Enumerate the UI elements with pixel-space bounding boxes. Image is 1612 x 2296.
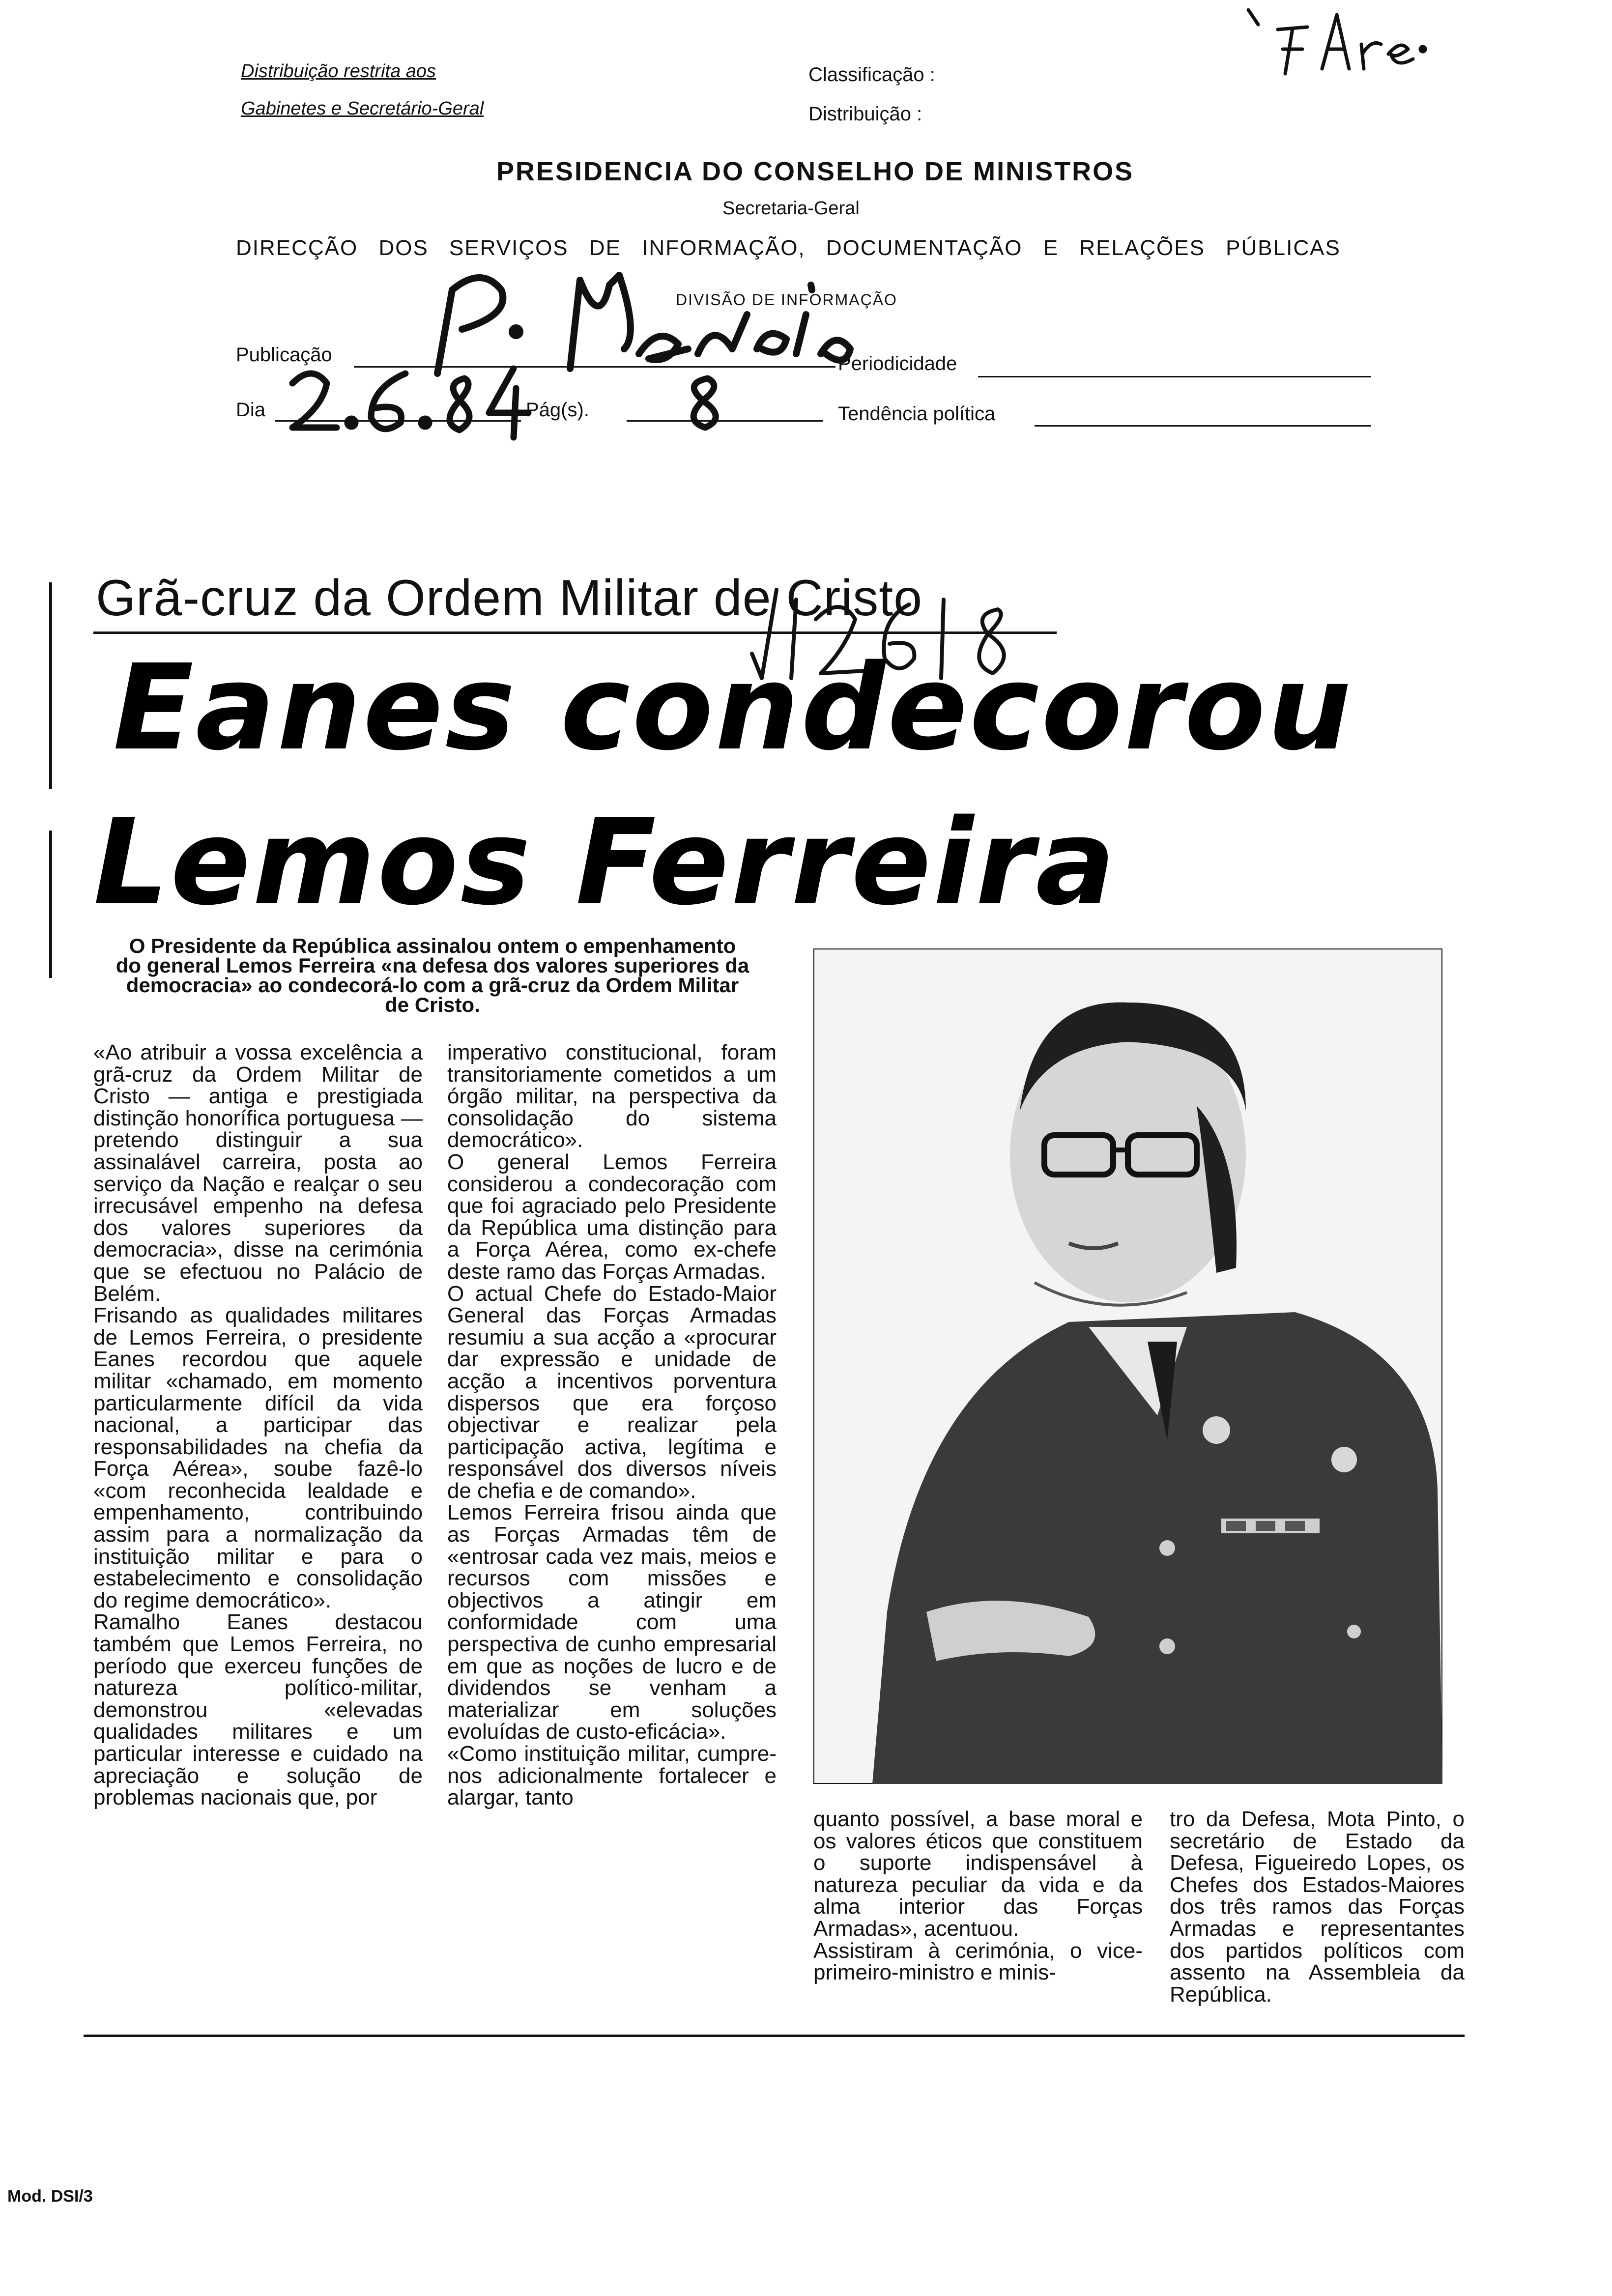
article-column-4: tro da Defesa, Mota Pinto, o secretário de Estado da Defesa, Figueiredo Lopes, os Chefes dos Estados-Maiores dos três ramos das Forças Armadas e representantes dos partidos políticos com assento na Assembleia da República. <box>1170 1807 1465 2007</box>
distribution-note-line1: Distribuição restrita aos <box>241 61 436 82</box>
distribution-note-line2: Gabinetes e Secretário-Geral <box>241 98 484 119</box>
tendencia-line <box>1035 425 1371 427</box>
distribuicao-label: Distribuição : <box>808 103 922 125</box>
headline-line-2: Lemos Ferreira <box>93 794 1118 931</box>
photo-general-lemos-ferreira <box>813 948 1442 1784</box>
tendencia-label: Tendência política <box>838 403 996 425</box>
periodicidade-label: Periodicidade <box>838 353 957 374</box>
article-bottom-rule <box>84 2035 1465 2037</box>
article-column-1: «Ao atribuir a vossa excelência a grã-cruz da Ordem Militar de Cristo — antiga e prestigiada distinção honorífica portuguesa — pretendo distinguir a sua assinalável carreira, posta ao serviço da Nação e realçar o seu irrecusável empenho na defesa dos valores superiores da democracia», disse na cerimónia que se efectuou no Palácio de Belém. Frisando as qualidades militares de Lemos Ferreira, o presidente Eanes recordou que aquele militar «chamado, em momento particularmente difícil da vida nacional, a participar das responsabilidades na chefia da Força Aérea», soube fazê-lo «com reconhecida lealdade e empenhamento, contribuindo assim para a normalização da instituição militar e para o estabelecimento e consolidação do regime democrático». Ramalho Eanes destacou também que Lemos Ferreira, no período que exerceu funções de natureza político-militar, demonstrou «elevadas qualidades militares e um particular interesse e cuidado na apreciação e solução de problemas nacionais que, por <box>93 1040 423 1810</box>
left-margin-bar <box>49 582 52 789</box>
article-kicker: Grã-cruz da Ordem Militar de Cristo <box>96 570 923 627</box>
divisao-label: DIVISÃO DE INFORMAÇÃO <box>676 291 897 309</box>
secretaria-label: Secretaria-Geral <box>722 198 860 219</box>
handwritten-corner-note <box>1238 0 1435 84</box>
publicacao-label: Publicação <box>236 344 332 366</box>
kicker-rule <box>93 631 1057 634</box>
article-column-3: quanto possível, a base moral e os valores éticos que constituem o suporte indispensável à natureza peculiar da vida e da alma interior das Forças Armadas», acentuou. Assistiram à cerimónia, o vice-primeiro-ministro e minis- <box>813 1807 1143 1985</box>
pags-label: Pág(s). <box>526 399 589 421</box>
article-column-2: imperativo constitucional, foram transitoriamente cometidos a um órgão militar, na perspectiva da consolidação do sistema democrático». O general Lemos Ferreira considerou a condecoração com que foi agraciado pelo Presidente da República uma distinção para a Força Aérea, como ex-chefe deste ramo das Forças Armadas. O actual Chefe do Estado-Maior General das Forças Armadas resumiu a sua acção a «procurar dar expressão e unidade de acção a incentivos porventura dispersos que era forçoso objectivar e realizar pela participação activa, legítima e responsável dos diversos níveis de chefia e de comando». Lemos Ferreira frisou ainda que as Forças Armadas têm de «entrosar cada vez mais, meios e recursos com missões e objectivos a atingir em conformidade com uma perspectiva de cunho empresarial em que as noções de lucro e de dividendos se venham a materializar em soluções evoluídas de custo-eficácia». «Como instituição militar, cumpre-nos adicionalmente fortalecer e alargar, tanto <box>447 1040 777 1810</box>
headline-line-1: Eanes condecorou <box>113 639 1353 776</box>
article-lead: O Presidente da República assinalou ontem o empenhamento do general Lemos Ferreira «na defesa dos valores superiores da democracia» ao condecorá-lo com a grã-cruz da Ordem Militar de Cristo. <box>115 934 749 1016</box>
handwritten-pages <box>678 373 732 432</box>
org-title: PRESIDENCIA DO CONSELHO DE MINISTROS <box>496 157 1134 186</box>
dia-label: Dia <box>236 399 266 421</box>
classificacao-label: Classificação : <box>808 64 935 86</box>
handwritten-date <box>283 359 533 442</box>
form-code: Mod. DSI/3 <box>7 2187 93 2206</box>
direccao-label: DIRECÇÃO DOS SERVIÇOS DE INFORMAÇÃO, DOCUMENTAÇÃO E RELAÇÕES PÚBLICAS <box>236 236 1341 260</box>
left-margin-bar-2 <box>49 831 52 978</box>
periodicidade-line <box>978 376 1371 377</box>
